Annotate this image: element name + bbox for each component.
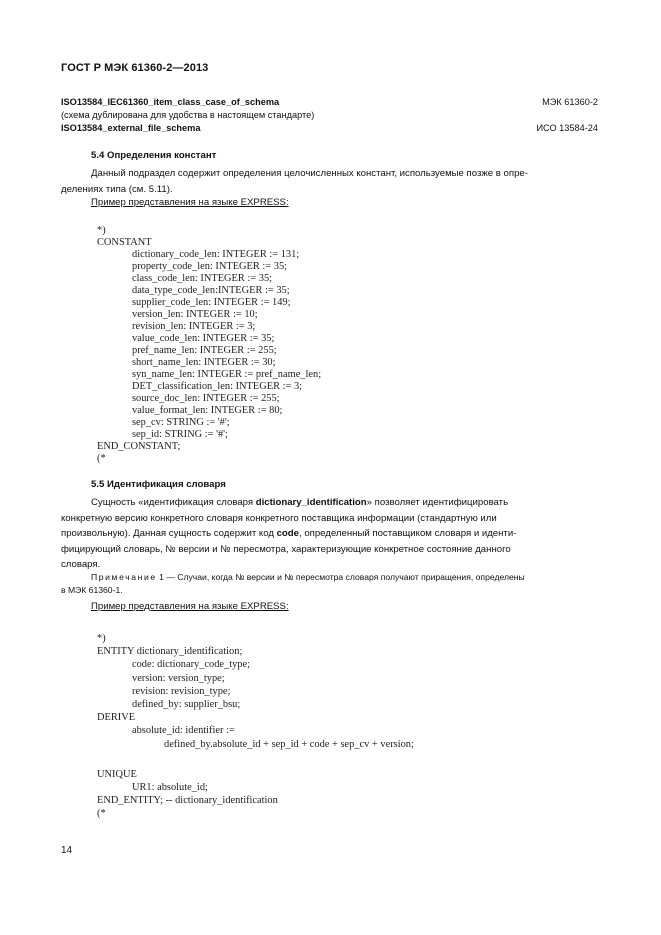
para-line: фицирующий словарь, № версии и № пересмотра, характеризующие конкретное состояние данного bbox=[61, 543, 511, 555]
para-text: , определенный поставщиком словаря и иденти- bbox=[298, 528, 517, 539]
note-text: 1 — Случаи, когда № версии и № пересмотра словаря получают приращения, определены bbox=[156, 572, 525, 582]
schema-ref-note: (схема дублирована для удобства в настоящем стандарте) bbox=[61, 110, 315, 120]
code-line: revision: revision_type; bbox=[132, 685, 231, 697]
section-heading-5-5: 5.5 Идентификация словаря bbox=[91, 479, 226, 490]
code-line: UR1: absolute_id; bbox=[132, 782, 208, 794]
code-line: value_code_len: INTEGER := 35; bbox=[132, 333, 275, 344]
code-line: *) bbox=[97, 225, 106, 236]
code-line: class_code_len: INTEGER := 35; bbox=[132, 273, 273, 284]
section-heading-5-4: 5.4 Определения констант bbox=[91, 150, 217, 161]
code-line: DET_classification_len: INTEGER := 3; bbox=[132, 381, 303, 392]
schema-ref-2: ISO13584_external_file_schema bbox=[61, 123, 201, 133]
section-5-5-paragraph bbox=[61, 495, 599, 573]
code-line: version: version_type; bbox=[132, 672, 225, 684]
code-line: ENTITY dictionary_identification; bbox=[97, 646, 243, 658]
code-line: data_type_code_len:INTEGER := 35; bbox=[132, 285, 290, 296]
para-line: конкретную версию конкретного словаря конкретного поставщика информации (стандартную или bbox=[61, 512, 497, 524]
code-block-entity bbox=[97, 632, 414, 821]
code-line: pref_name_len: INTEGER := 255; bbox=[132, 345, 277, 356]
para-line: делениях типа (см. 5.11). bbox=[61, 183, 173, 195]
code-attrs bbox=[97, 658, 414, 711]
schema-ref-1-source: МЭК 61360-2 bbox=[542, 97, 598, 107]
code-line: version_len: INTEGER := 10; bbox=[132, 309, 258, 320]
example-label-2: Пример представления на языке EXPRESS: bbox=[91, 601, 289, 612]
code-line: END_ENTITY; -- dictionary_identification bbox=[97, 795, 278, 807]
example-label: Пример представления на языке EXPRESS: bbox=[91, 197, 289, 208]
code-line: *) bbox=[97, 633, 106, 644]
page-number: 14 bbox=[61, 845, 73, 856]
code-line: DERIVE bbox=[97, 712, 136, 724]
code-line: dictionary_code_len: INTEGER := 131; bbox=[132, 249, 300, 260]
code-lines bbox=[97, 249, 321, 441]
code-line: sep_id: STRING := '#'; bbox=[132, 429, 228, 440]
code-line: defined_by: supplier_bsu; bbox=[132, 699, 241, 711]
para-text: произвольную). Данная сущность содержит код bbox=[61, 528, 277, 539]
code-line: CONSTANT bbox=[97, 237, 152, 248]
code-line: short_name_len: INTEGER := 30; bbox=[132, 357, 276, 368]
code-block-constants bbox=[97, 225, 321, 465]
section-5-4-paragraph bbox=[61, 166, 599, 197]
note-label: Примечание bbox=[91, 572, 157, 582]
code-line: source_doc_len: INTEGER := 255; bbox=[132, 393, 280, 404]
code-line: supplier_code_len: INTEGER := 149; bbox=[132, 297, 291, 308]
code-line: code: dictionary_code_type; bbox=[132, 659, 251, 671]
code-line: absolute_id: identifier := bbox=[132, 725, 235, 737]
para-text: Сущность «идентификация словаря bbox=[91, 497, 256, 508]
code-line: property_code_len: INTEGER := 35; bbox=[132, 261, 288, 272]
code-line: (* bbox=[97, 453, 106, 464]
code-line: (* bbox=[97, 808, 106, 820]
schema-ref-1: ISO13584_IEC61360_item_class_case_of_schema bbox=[61, 97, 280, 107]
code-line: syn_name_len: INTEGER := pref_name_len; bbox=[132, 369, 322, 380]
para-line: словаря. bbox=[61, 559, 101, 570]
attribute-name: code bbox=[276, 528, 299, 539]
para-text: » позволяет идентифицировать bbox=[366, 497, 509, 508]
note bbox=[61, 571, 599, 597]
code-line: END_CONSTANT; bbox=[97, 441, 181, 452]
note-text-2: в МЭК 61360-1. bbox=[61, 585, 123, 595]
code-line: revision_len: INTEGER := 3; bbox=[132, 321, 256, 332]
code-line: value_format_len: INTEGER := 80; bbox=[132, 405, 283, 416]
code-line: UNIQUE bbox=[97, 768, 137, 780]
schema-ref-2-source: ИСО 13584-24 bbox=[536, 123, 598, 133]
para-line: Данный подраздел содержит определения целочисленных констант, используемые позже в опре- bbox=[91, 168, 528, 179]
code-line: sep_cv: STRING := '#'; bbox=[132, 417, 230, 428]
code-line: defined_by.absolute_id + sep_id + code + sep_cv + version; bbox=[164, 738, 414, 750]
entity-name: dictionary_identification bbox=[255, 497, 367, 508]
page-title: ГОСТ Р МЭК 61360-2—2013 bbox=[61, 62, 209, 74]
